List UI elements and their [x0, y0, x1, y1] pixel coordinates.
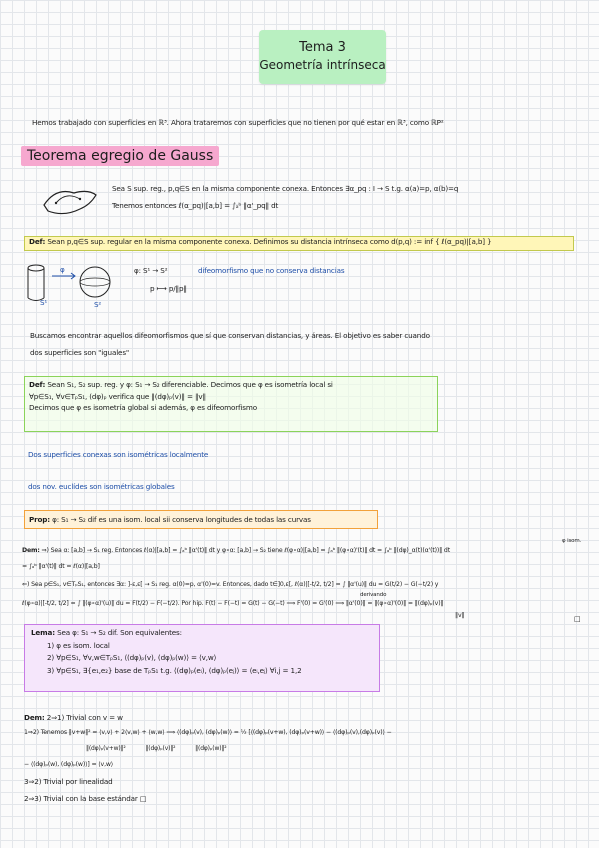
blue-note-2: dos nov. euclídes son isométricas globales — [28, 482, 175, 491]
figure1-line1: Sea S sup. reg., p,q∈S en la misma componente conexa. Entonces ∃α_pq : I → S t.g. α(a)=p, α(b)=q — [112, 184, 459, 193]
dem1-line1: Dem: ⇒) Sea α: [a,b] → S₁ reg. Entonces ℓ(α)|[a,b] = ∫ₐᵇ ‖α'(t)‖ dt y φ∘α: [a,b] → S₂ tiene ℓ(φ∘α)|[a,b] = ∫ₐᵇ ‖(φ∘α)'(t)‖ dt = ∫ₐᵇ ‖(dφ)_α(t)(α'(t))‖ dt — [22, 547, 450, 554]
cylinder-sphere-sketch-icon — [22, 262, 122, 312]
dem2-line1: Dem: 2⇒1) Trivial con v = w — [24, 713, 123, 722]
dem2-line4: − ⟨(dφ)ₚ(w), (dφ)ₚ(w)⟩] = ⟨v,w⟩ — [24, 761, 114, 768]
dem2-line5: 3⇒2) Trivial por linealidad — [24, 777, 113, 786]
def1-box — [24, 236, 574, 251]
dem1-end-box: □ — [574, 614, 581, 623]
dem2-line3: ‖(dφ)ₚ(v+w)‖² ‖(dφ)ₚ(v)‖² ‖(dφ)ₚ(w)‖² — [86, 745, 227, 752]
prop-label: Prop: — [29, 515, 51, 524]
lema-label: Lema: — [31, 628, 55, 637]
lema-item2: 2) ∀p∈S₁, ∀v,w∈TₚS₁, ⟨(dφ)ₚ(v), (dφ)ₚ(w)⟩ = ⟨v,w⟩ — [47, 653, 217, 663]
def2-label: Def: — [29, 380, 46, 389]
dem1-label: Dem: — [22, 547, 40, 554]
def1-text: Sean p,q∈S sup. regular en la misma componente conexa. Definimos su distancia intrínseca como d(p,q) := inf { ℓ(α_pq)|[a,b] } — [47, 237, 492, 246]
figure2-map: φ: S¹ → S² — [134, 266, 168, 275]
para-line2: dos superficies son "iguales" — [30, 348, 130, 357]
prop-box — [24, 510, 378, 529]
dem1-line3: ⇐) Sea p∈S₁, v∈TₚS₁, entonces ∃α: ]-ε,ε[ → S₁ reg. α(0)=p, α'(0)=v. Entonces, dado t∈]0,ε[, ℓ(α)|[-t/2, t/2] = ∫ ‖α'(u)‖ du = G(t/2) − G(−t/2) y — [22, 581, 439, 588]
dem1-isom-note: φ isom. — [562, 538, 582, 544]
figure2-text: difeomorfismo que no conserva distancias — [198, 266, 345, 275]
def2-line1: Sean S₁, S₂ sup. reg. y φ: S₁ → S₂ diferenciable. Decimos que φ es isometría local si — [47, 380, 333, 389]
dem1-line2: = ∫ₐᵇ ‖α'(t)‖ dt = ℓ(α)|[a,b] — [22, 563, 100, 570]
figure2-maps-to: p ⟼ p/‖p‖ — [150, 284, 187, 293]
dem2-line6: 2⇒3) Trivial con la base estándar □ — [24, 794, 147, 803]
s2-label: S² — [94, 300, 102, 309]
lema-item3: 3) ∀p∈S₁, ∃{e₁,e₂} base de TₚS₁ t.g. ⟨(dφ)ₚ(eᵢ), (dφ)ₚ(eⱼ)⟩ = ⟨eᵢ,eⱼ⟩ ∀i,j = 1,2 — [47, 666, 302, 676]
dem1-mid: ‖v‖ — [455, 612, 465, 619]
lema-text: Sea φ: S₁ → S₂ dif. Son equivalentes: — [57, 628, 182, 637]
title-line1: Tema 3 — [299, 40, 346, 56]
def2-box — [24, 376, 438, 432]
prop-text: φ: S₁ → S₂ dif es una isom. local sii conserva longitudes de todas las curvas — [52, 515, 311, 524]
title-line2: Geometría intrínseca — [259, 58, 386, 73]
surface-sketch-icon — [40, 183, 100, 217]
phi-symbol: φ — [60, 265, 65, 274]
intro-text: Hemos trabajado con superficies en ℝ³. Ahora trataremos con superficies que no tienen por qué estar en ℝ³, como ℝP² — [32, 118, 444, 127]
def2-line3: Decimos que φ es isometría global si además, φ es difeomorfismo — [29, 403, 257, 413]
dem2-label: Dem: — [24, 713, 45, 722]
figure1-line2: Tenemos entonces ℓ(α_pq)|[a,b] = ∫ₐᵇ ‖α'_pq‖ dt — [112, 201, 279, 210]
title-box — [259, 30, 386, 84]
lema-box — [24, 624, 380, 692]
def2-line2: ∀p∈S₁, ∀v∈TₚS₁, (dφ)ₚ verifica que ‖(dφ)ₚ(v)‖ = ‖v‖ — [29, 391, 206, 401]
blue-note-1: Dos superficies conexas son isométricas localmente — [28, 450, 209, 459]
lema-item1: 1) φ es isom. local — [47, 640, 110, 650]
para-line1: Buscamos encontrar aquellos difeomorfismos que sí que conservan distancias, y áreas. El objetivo es saber cuando — [30, 331, 430, 340]
dem2-line2: 1⇒2) Tenemos ‖v+w‖² = ⟨v,v⟩ + 2⟨v,w⟩ + ⟨w,w⟩ ⟹ ⟨(dφ)ₚ(v), (dφ)ₚ(w)⟩ = ½ [⟨(dφ)ₚ(v+w), (dφ)ₚ(v+w)⟩ − ⟨(dφ)ₚ(v),(dφ)ₚ(v)⟩ − — [24, 729, 392, 736]
dem1-deriv-note: derivando — [360, 592, 387, 598]
def1-label: Def: — [29, 237, 46, 246]
section-heading: Teorema egregio de Gauss — [21, 146, 219, 166]
dem1-line4: ℓ(φ∘α)|[-t/2, t/2] = ∫ ‖(φ∘α)'(u)‖ du = F(t/2) − F(−t/2). Por hip. F(t) − F(−t) = G(t) − G(−t) ⟹ F'(0) = G'(0) ⟹ ‖α'(0)‖ = ‖(φ∘α)'(0)‖ = ‖(dφ)ₚ(v)‖ — [22, 600, 444, 607]
s1-label: S¹ — [40, 298, 48, 307]
